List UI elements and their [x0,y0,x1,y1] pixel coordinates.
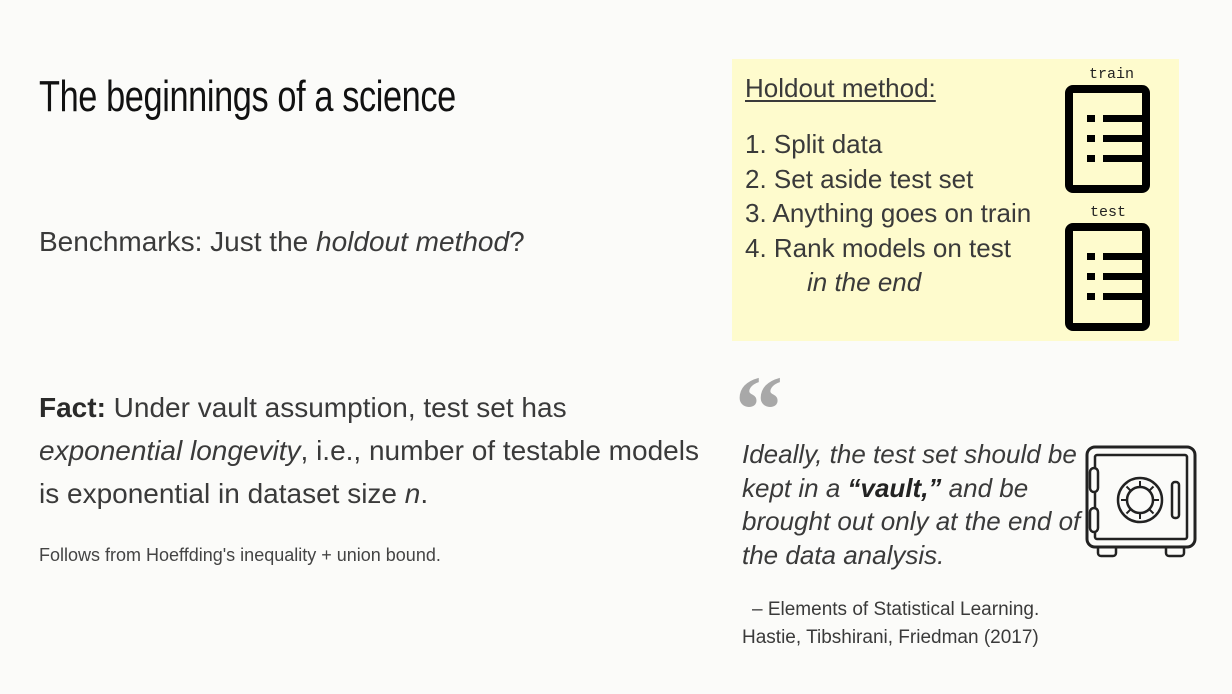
holdout-step: 2. Set aside test set [745,163,974,194]
quote-vault: “vault,” [847,472,942,503]
test-label: test [1090,204,1127,221]
attribution-line-2: Hastie, Tibshirani, Friedman (2017) [742,627,1039,648]
holdout-step: 1. Split data [745,129,883,159]
benchmarks-emphasis: holdout method [316,226,510,257]
quote-part-2: and be brought out only at the end of the data analysis. [742,472,1081,570]
fact-emphasis: exponential longevity [39,435,301,466]
holdout-step: 3. Anything goes on train [745,198,1032,228]
fact-text-1: Under vault assumption, test set has [105,392,567,423]
attribution-line-1: – Elements of Statistical Learning. [752,599,1040,620]
quote-part-1: Ideally, the test set should be kept in a [742,439,1077,503]
train-label: train [1089,66,1135,83]
benchmarks-prefix: Benchmarks: Just the [39,226,317,257]
holdout-step-continuation: in the end [807,267,922,297]
holdout-method-box [732,59,1179,341]
fact-end: . [420,478,429,509]
benchmarks-suffix: ? [509,226,525,257]
test-document-icon [1065,223,1150,331]
slide-title: The beginnings of a science [39,72,456,121]
quote-attribution [742,596,1039,652]
benchmarks-text [39,226,525,258]
train-document-icon [1065,85,1150,193]
footnote: Follows from Hoeffding's inequality + union bound. [39,545,441,565]
holdout-title: Holdout method: [745,73,936,103]
quote-mark-icon: “ [735,356,783,463]
fact-label: Fact: [39,392,106,423]
fact-variable: n [404,478,421,509]
holdout-step: 4. Rank models on test [745,232,1011,263]
fact-text-2: , i.e., number of testable models is exponential in dataset size [39,435,699,509]
quote-text [742,438,1082,572]
holdout-steps [745,127,1031,300]
fact-paragraph [39,386,699,515]
safe-icon [1084,444,1198,560]
